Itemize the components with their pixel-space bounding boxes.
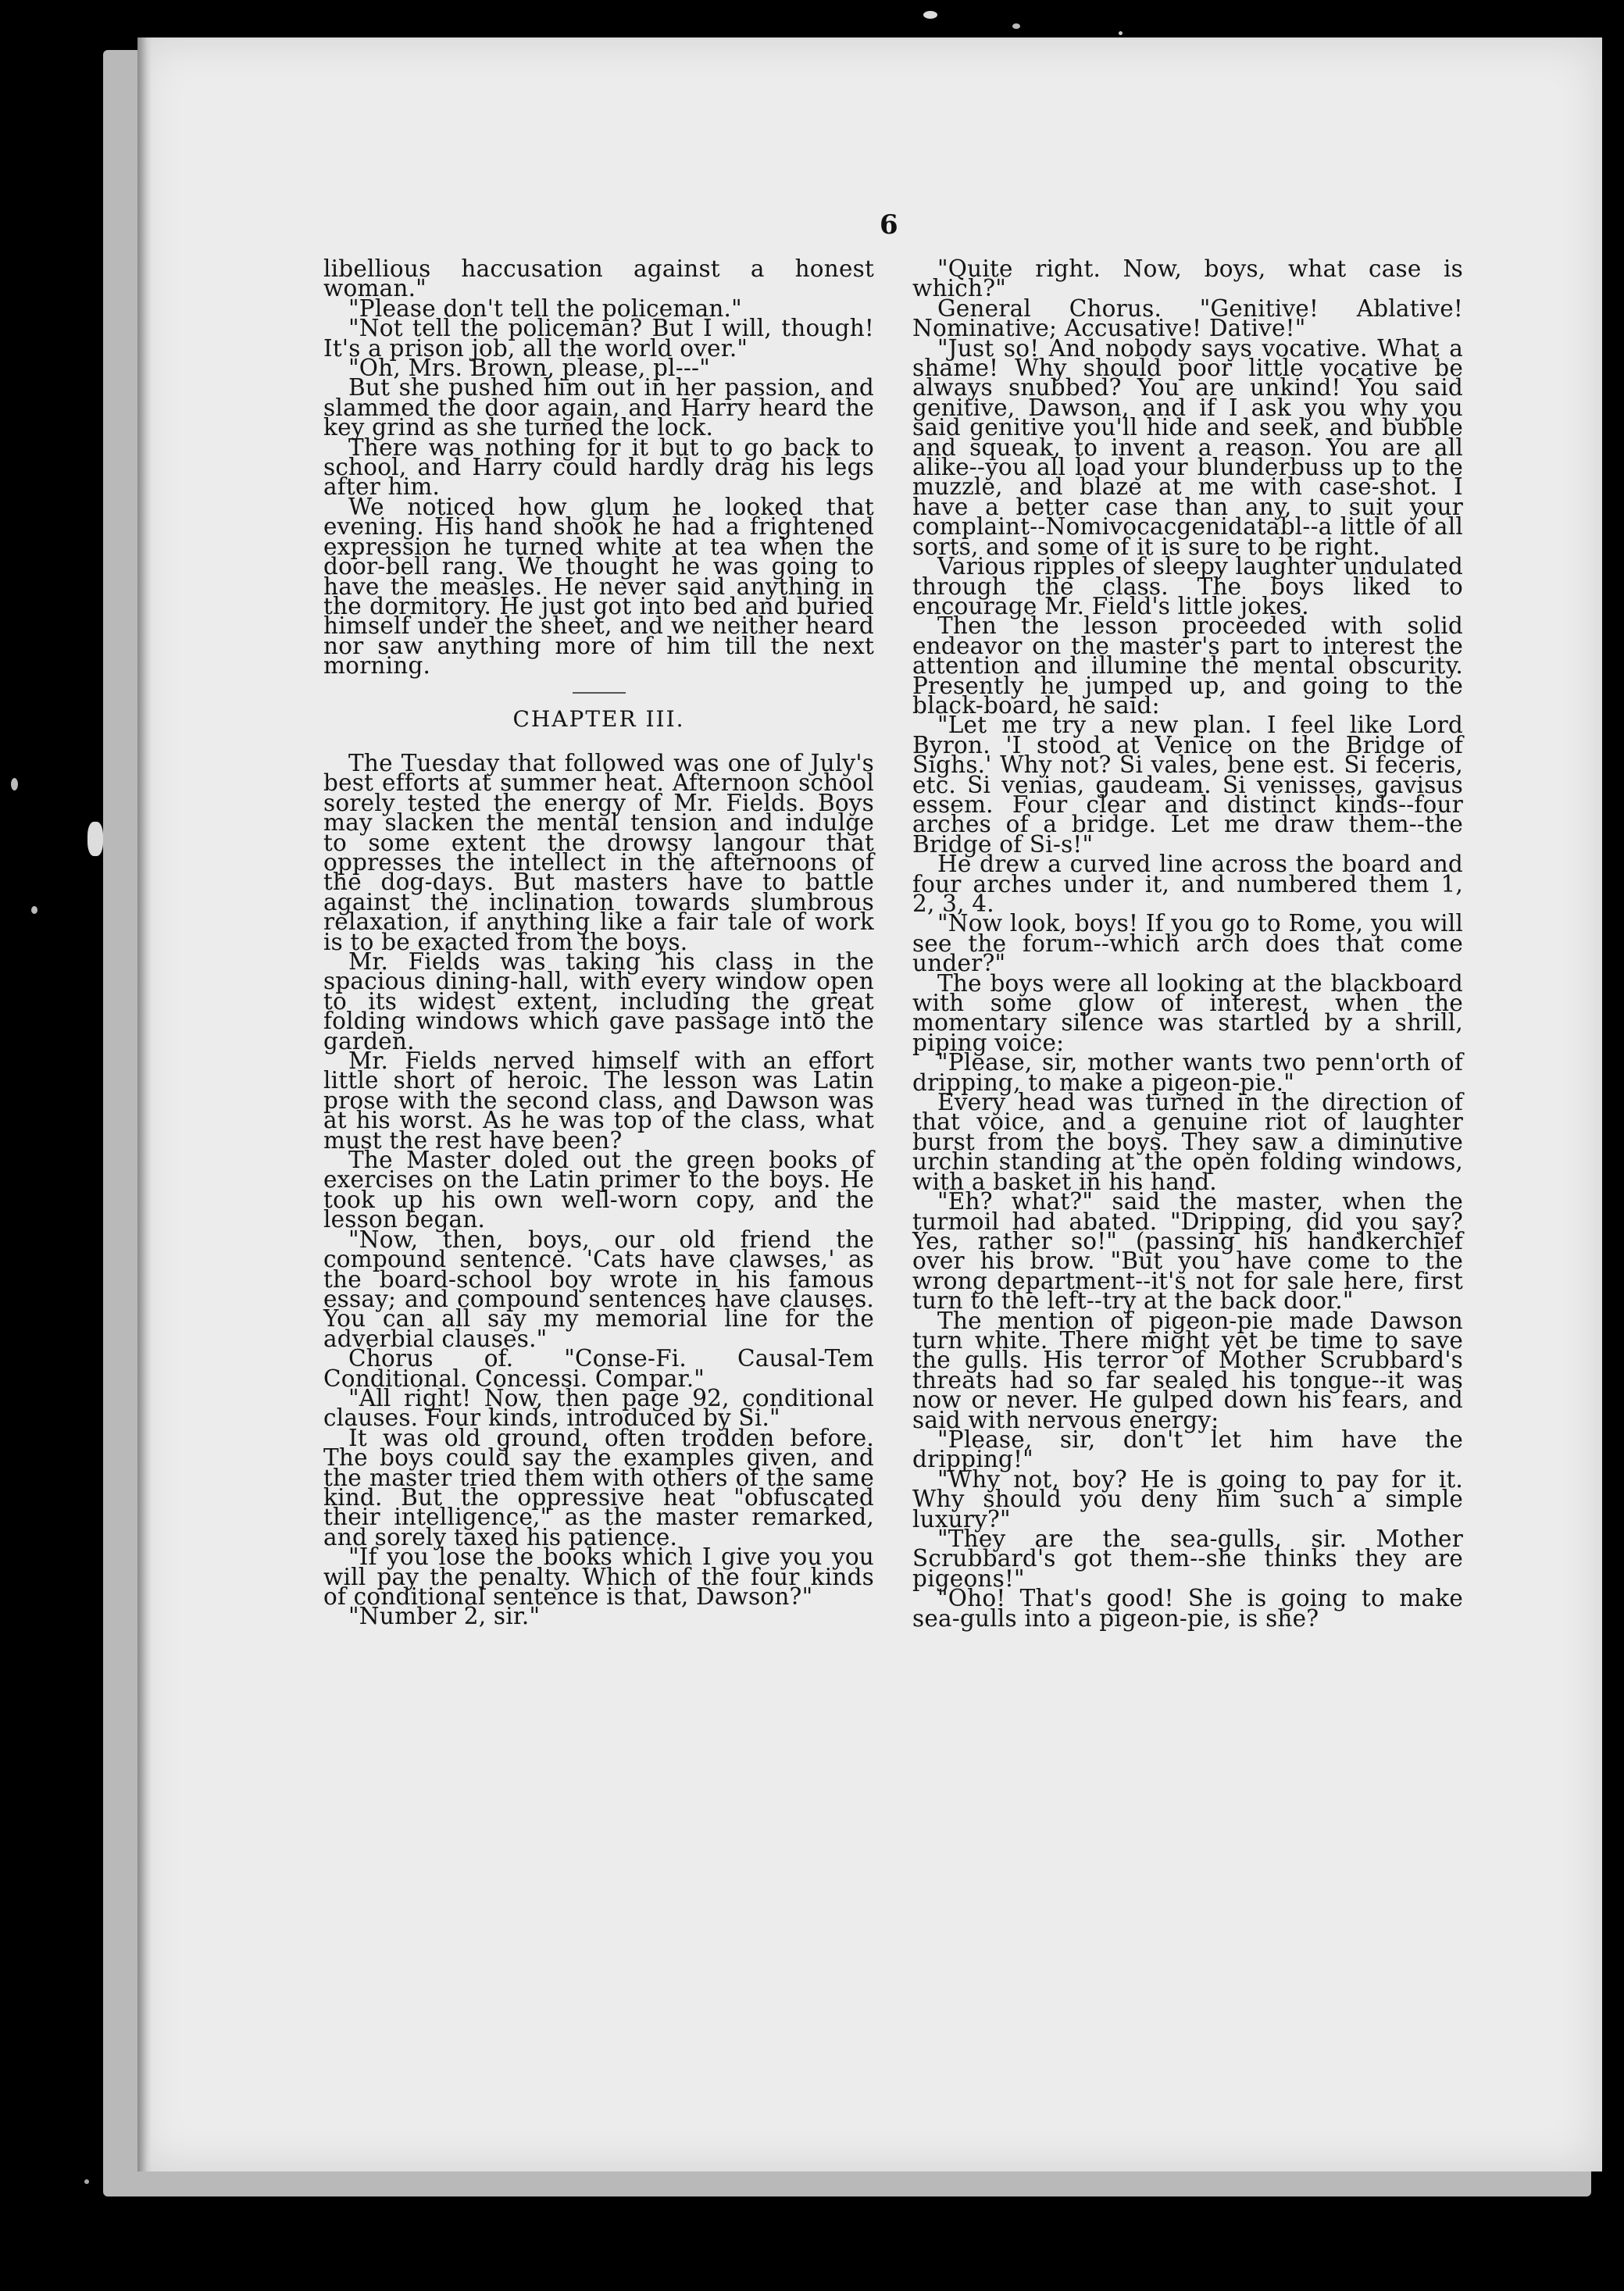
paragraph: Various ripples of sleepy laughter undulated through the class. The boys liked to encourage Mr. Field's little jokes. [912, 553, 1463, 619]
paragraph: The boys were all looking at the blackboard with some glow of interest, when the momentary silence was startled by a shrill, piping voice: [912, 969, 1463, 1056]
paragraph: "Not tell the policeman? But I will, though! It's a prison job, all the world over." [323, 315, 874, 362]
film-speck [923, 11, 937, 19]
paragraph: The Master doled out the green books of exercises on the Latin primer to the boys. He took up his own well-worn copy, and the lesson began. [323, 1147, 874, 1233]
paragraph: "Now look, boys! If you go to Rome, you will see the forum--which arch does that come under?" [912, 910, 1463, 977]
paragraph: General Chorus. "Genitive! Ablative! Nominative; Accusative! Dative!" [912, 294, 1463, 342]
paragraph: "Just so! And nobody says vocative. What a shame! Why should poor little vocative be always snubbed? You are unkind! You said genitive, Dawson, and if I ask you why you said genitive you'll hide and seek, and bubble and squeak, to invent a reason. You are all alike--you all load your blunderbuss up to the muzzle, and blaze at me with case-shot. I have a better case than any, to suit your complaint--Nomivocacgenidatabl--a little of all sorts, and some of it is sure to be right. [912, 334, 1463, 560]
paragraph: "All right! Now, then page 92, conditional clauses. Four kinds, introduced by Si." [323, 1384, 874, 1432]
paragraph: The Tuesday that followed was one of July's best efforts at summer heat. Afternoon school sorely tested the energy of Mr. Fields. Boys may slacken the mental tension and indulge to some extent the drowsy langour that oppresses the intellect in the afternoons of the dog-days. But masters have to battle against the inclination towards slumbrous relaxation, if anything like a fair tale of work is to be exacted from the boys. [323, 749, 874, 955]
page-number: 6 [880, 209, 898, 241]
paragraph: We noticed how glum he looked that evening. His hand shook he had a frightened expression he turned white at tea when the door-bell rang. We thought he was going to have the measles. He never said anything in the dormitory. He just got into bed and buried himself under the sheet, and we neither heard nor saw anything more of him till the next morning. [323, 493, 874, 680]
paragraph: "Now, then, boys, our old friend the compound sentence. 'Cats have clawses,' as the board-school boy wrote in his famous essay; and compound sentences have clauses. You can all say my memorial line for the adverbial clauses." [323, 1226, 874, 1352]
paragraph: There was nothing for it but to go back to school, and Harry could hardly drag his legs after him. [323, 434, 874, 501]
film-speck [1119, 31, 1123, 35]
paragraph: "Oh, Mrs. Brown, please, pl---" [348, 355, 710, 382]
paragraph: "Quite right. Now, boys, what case is which?" [912, 255, 1463, 302]
paragraph: Chorus of. "Conse-Fi. Causal-Tem Conditional. Concessi. Compar." [323, 1345, 874, 1392]
paragraph: libellious haccusation against a honest woman." [323, 255, 874, 302]
paragraph: "Why not, boy? He is going to pay for it. Why should you deny him such a simple luxury?" [912, 1465, 1463, 1533]
film-speck [84, 2179, 89, 2184]
paragraph: "Please, sir, mother wants two penn'orth of dripping, to make a pigeon-pie." [912, 1049, 1463, 1096]
chapter-heading: CHAPTER III. [512, 705, 685, 732]
paragraph: "If you lose the books which I give you you will pay the penalty. Which of the four kinds of conditional sentence is that, Dawson?" [323, 1543, 874, 1610]
film-speck [31, 906, 37, 914]
left-column [323, 255, 874, 1630]
paragraph: "Number 2, sir." [348, 1603, 541, 1630]
paragraph: "Let me try a new plan. I feel like Lord Byron. 'I stood at Venice on the Bridge of Sighs.' Why not? Si vales, bene est. Si feceris, etc. Si venias, gaudeam. Si venisses, gavisus essem. Four clear and distinct kinds--four arches of a bridge. Let me draw them--the Bridge of Si-s!" [912, 712, 1463, 858]
paragraph: It was old ground, often trodden before. The boys could say the examples given, and the master tried them with others of the same kind. But the oppressive heat "obfuscated their intelligence," as the master remarked, and sorely taxed his patience. [323, 1424, 874, 1551]
right-column [912, 255, 1463, 1632]
paragraph: He drew a curved line across the board and four arches under it, and numbered them 1, 2, 3, 4. [912, 851, 1463, 917]
paragraph: Every head was turned in the direction of that voice, and a genuine riot of laughter burst from the boys. They saw a diminutive urchin standing at the open folding windows, with a basket in his hand. [912, 1089, 1463, 1195]
page-edge-shadow [137, 37, 152, 2171]
paragraph: "Eh? what?" said the master, when the turmoil had abated. "Dripping, did you say? Yes, rather so!" (passing his handkerchief over his brow. "But you have come to the wrong department--it's not for sale here, first turn to the left--try at the back door." [912, 1188, 1463, 1315]
film-speck [11, 778, 18, 790]
paragraph: "Please, sir, don't let him have the dripping!" [912, 1426, 1463, 1473]
paragraph: The mention of pigeon-pie made Dawson turn white. There might yet be time to save the gulls. His terror of Mother Scrubbard's threats had so far sealed his tongue--it was now or never. He gulped down his fears, and said with nervous energy: [912, 1307, 1463, 1433]
paragraph: Mr. Fields was taking his class in the spacious dining-hall, with every window open to its widest extent, including the great folding windows which gave passage into the garden. [323, 948, 874, 1055]
film-speck [1012, 23, 1020, 29]
paragraph: Then the lesson proceeded with solid endeavor on the master's part to interest the attention and illumine the mental obscurity. Presently he jumped up, and going to the black-board, he said: [912, 612, 1463, 719]
paragraph: But she pushed him out in her passion, and slammed the door again, and Harry heard the key grind as she turned the lock. [323, 374, 874, 441]
paragraph: "Oho! That's good! She is going to make sea-gulls into a pigeon-pie, is she? [912, 1585, 1463, 1632]
film-speck [87, 822, 103, 856]
paragraph: "They are the sea-gulls, sir. Mother Scrubbard's got them--she thinks they are pigeons!" [912, 1526, 1463, 1592]
paragraph: "Please don't tell the policeman." [348, 294, 742, 322]
section-divider [573, 692, 626, 694]
paragraph: Mr. Fields nerved himself with an effort little short of heroic. The lesson was Latin prose with the second class, and Dawson was at his worst. As he was top of the class, what must the rest have been? [323, 1047, 874, 1154]
